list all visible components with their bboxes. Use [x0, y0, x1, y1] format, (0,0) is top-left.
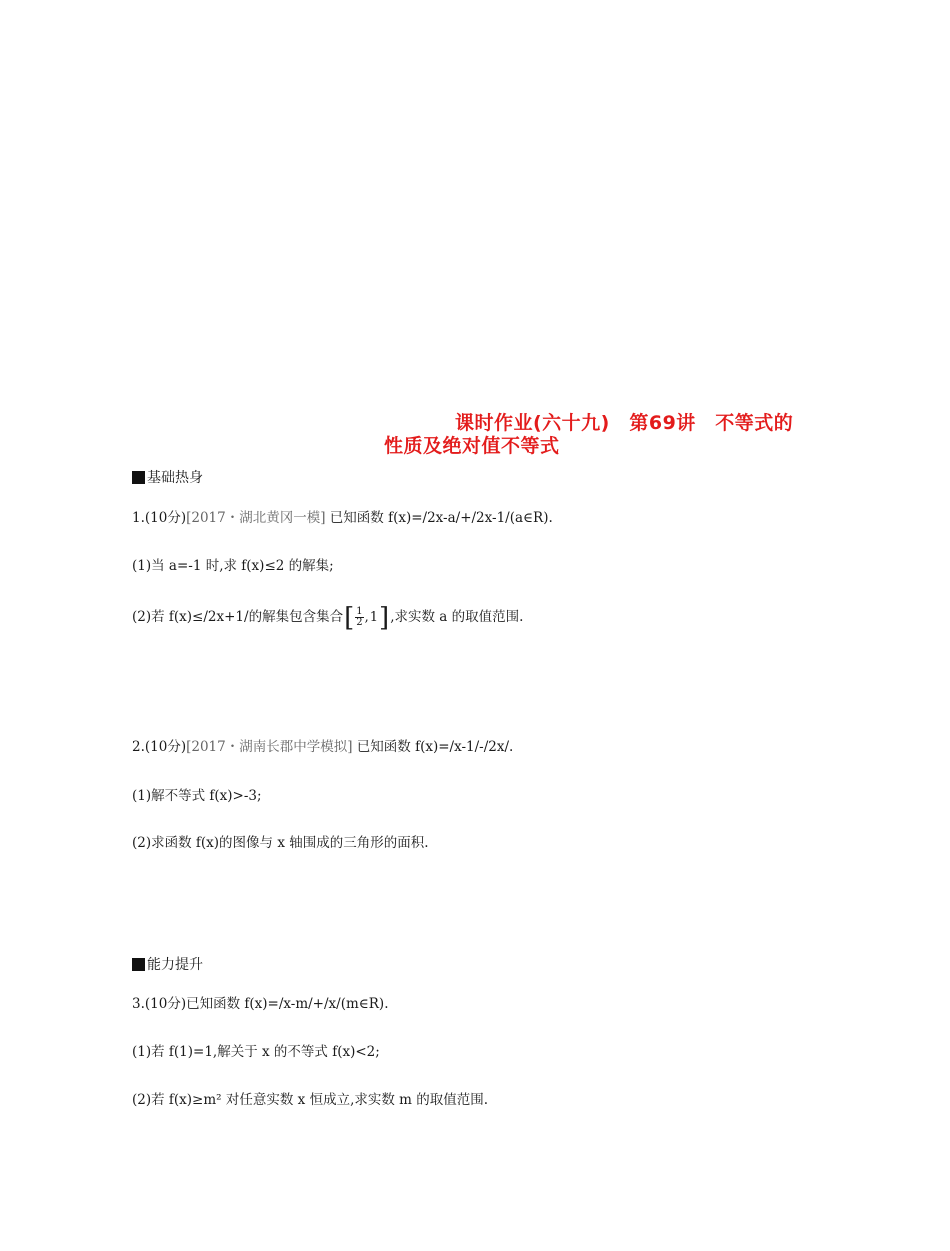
- section-label: 基础热身: [147, 470, 203, 486]
- problem-2-part-2: (2)求函数 f(x)的图像与 x 轴围成的三角形的面积.: [132, 835, 429, 851]
- right-bracket: ]: [379, 602, 390, 633]
- problem-source: [2017・湖南长郡中学模拟]: [186, 739, 353, 755]
- page-title-line-1: 课时作业(六十九) 第69讲 不等式的: [455, 412, 794, 434]
- problem-number: 2.(10分): [132, 739, 187, 755]
- part-text-before: (2)若 f(x)≤/2x+1/的解集包含集合: [132, 609, 344, 625]
- fraction: [355, 607, 363, 628]
- section-heading-ability: [132, 954, 203, 974]
- section-label: 能力提升: [147, 957, 203, 973]
- problem-text: 已知函数 f(x)=/2x-a/+/2x-1/(a∈R).: [325, 510, 553, 526]
- section-heading-warmup: [132, 467, 203, 487]
- interval-set: [344, 602, 390, 633]
- page-title-line-2: 性质及绝对值不等式: [384, 435, 560, 457]
- part-text-after: ,求实数 a 的取值范围.: [390, 609, 524, 625]
- interval-separator: ,: [364, 609, 369, 625]
- problem-3-stem: 3.(10分)已知函数 f(x)=/x-m/+/x/(m∈R).: [132, 996, 389, 1012]
- problem-number: 1.(10分): [132, 510, 187, 526]
- problem-2-part-1: (1)解不等式 f(x)>-3;: [132, 788, 262, 804]
- problem-1-stem: [132, 508, 553, 528]
- interval-upper: 1: [369, 609, 379, 625]
- left-bracket: [: [344, 602, 355, 633]
- fraction-denominator: 2: [356, 617, 363, 628]
- problem-3-part-1: (1)若 f(1)=1,解关于 x 的不等式 f(x)<2;: [132, 1044, 380, 1060]
- problem-source: [2017・湖北黄冈一模]: [186, 510, 326, 526]
- fraction-numerator: 1: [356, 606, 363, 617]
- section-marker-square: [132, 958, 145, 971]
- problem-2-stem: [132, 737, 513, 757]
- problem-1-part-2: [132, 602, 524, 633]
- section-marker-square: [132, 471, 145, 484]
- problem-text: 已知函数 f(x)=/x-1/-/2x/.: [352, 739, 514, 755]
- problem-3-part-2: (2)若 f(x)≥m² 对任意实数 x 恒成立,求实数 m 的取值范围.: [132, 1092, 489, 1108]
- problem-1-part-1: (1)当 a=-1 时,求 f(x)≤2 的解集;: [132, 558, 334, 574]
